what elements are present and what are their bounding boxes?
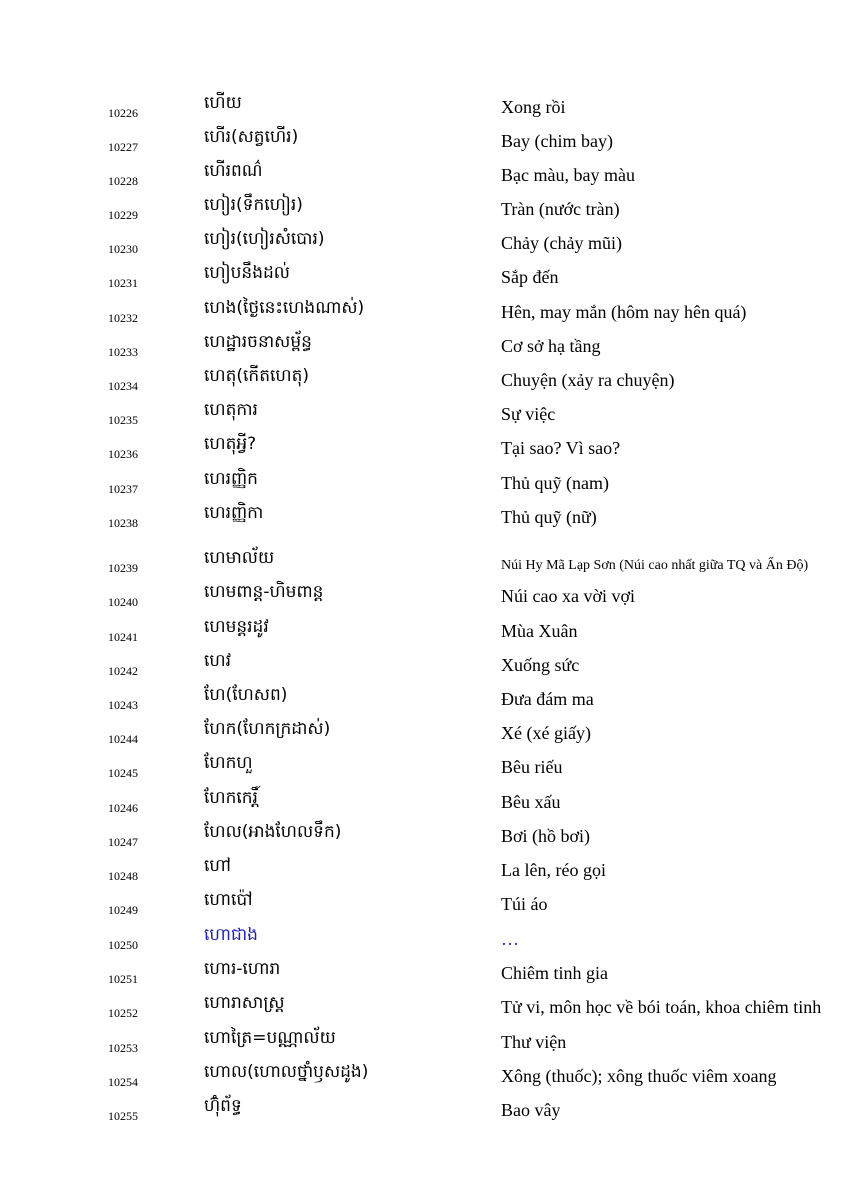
entry-row [0, 262, 848, 296]
entry-row [0, 787, 848, 821]
khmer-term: ហៀរ(ទឹកហៀរ) [204, 195, 303, 215]
khmer-term: ហេតុការ [204, 400, 258, 420]
entry-number: 10231 [108, 276, 138, 290]
entry-number: 10238 [108, 516, 138, 530]
entry-row [0, 1027, 848, 1061]
vietnamese-translation: Xong rồi [501, 97, 566, 117]
entry-row [0, 194, 848, 228]
entry-row [0, 126, 848, 160]
entry-row [0, 650, 848, 684]
entry-number: 10228 [108, 174, 138, 188]
khmer-term: ហោរាសាស្ត្រ [204, 993, 285, 1013]
entry-row [0, 889, 848, 923]
khmer-term: ហេមពាន្ត-ហិមពាន្ត [204, 582, 324, 602]
khmer-term: ហ៊ុំព័ទ្ធ [204, 1096, 242, 1116]
entry-row [0, 433, 848, 467]
khmer-term: ហោរ-ហោរា [204, 959, 281, 979]
khmer-term: ហោល(ហោលថ្នាំឫសដូង) [204, 1062, 369, 1082]
entry-number: 10234 [108, 379, 138, 393]
khmer-term: ហេមន្តរដូវ [204, 617, 269, 637]
khmer-term: ហេង(ថ្ងៃនេះហេងណាស់) [204, 298, 365, 318]
entry-row [0, 331, 848, 365]
vietnamese-translation: Bêu riếu [501, 757, 563, 777]
vietnamese-translation: Núi cao xa vời vợi [501, 586, 636, 606]
entry-row [0, 684, 848, 718]
entry-number: 10229 [108, 208, 138, 222]
khmer-term: ហើរពណ៌ [204, 161, 263, 181]
entry-row [0, 752, 848, 786]
khmer-term: ហែ(ហែសព) [204, 685, 288, 705]
entry-number: 10255 [108, 1109, 138, 1123]
entry-number: 10227 [108, 140, 138, 154]
entry-number: 10249 [108, 903, 138, 917]
entry-number: 10252 [108, 1006, 138, 1020]
vietnamese-translation: Hên, may mắn (hôm nay hên quá) [501, 302, 747, 322]
entry-number: 10250 [108, 938, 138, 952]
vietnamese-translation: Bạc màu, bay màu [501, 165, 635, 185]
entry-row [0, 92, 848, 126]
entry-number: 10243 [108, 698, 138, 712]
vietnamese-translation: Sự việc [501, 404, 556, 424]
vietnamese-translation: Tại sao? Vì sao? [501, 438, 621, 458]
entry-number: 10230 [108, 242, 138, 256]
entry-number: 10247 [108, 835, 138, 849]
khmer-term: ហេមាល័យ [204, 548, 275, 568]
vietnamese-translation: Đưa đám ma [501, 689, 594, 709]
entry-number: 10245 [108, 766, 138, 780]
vietnamese-translation: Túi áo [501, 894, 548, 914]
vietnamese-translation: Xuống sức [501, 655, 580, 675]
entry-row [0, 718, 848, 752]
vietnamese-translation: Xông (thuốc); xông thuốc viêm xoang [501, 1066, 777, 1086]
vietnamese-translation: Bay (chim bay) [501, 131, 613, 151]
entry-row [0, 1061, 848, 1095]
vietnamese-translation: Chiêm tinh gia [501, 963, 608, 983]
khmer-term: ហៀបនឹងដល់ [204, 263, 290, 283]
entry-number: 10244 [108, 732, 138, 746]
entry-row [0, 958, 848, 992]
khmer-term: ហេតុ(កើតហេតុ) [204, 366, 309, 386]
vietnamese-translation: Thư viện [501, 1032, 567, 1052]
entry-row [0, 468, 848, 502]
khmer-term: ហោជាង [204, 925, 258, 945]
entry-number: 10239 [108, 561, 138, 575]
khmer-term: ហែល(អាងហែលទឹក) [204, 822, 342, 842]
entry-row [0, 855, 848, 889]
vietnamese-translation: Cơ sở hạ tầng [501, 336, 601, 356]
entry-row [0, 160, 848, 194]
entry-number: 10253 [108, 1041, 138, 1055]
vietnamese-translation: Bao vây [501, 1100, 561, 1120]
vietnamese-translation: Sắp đến [501, 267, 559, 287]
entry-row [0, 1095, 848, 1129]
vietnamese-translation: Thủ quỹ (nam) [501, 473, 609, 493]
khmer-term: ហេវ [204, 651, 231, 671]
khmer-term: ហោត្រៃ=បណ្ណាល័យ [204, 1028, 336, 1048]
vietnamese-translation: Núi Hy Mã Lạp Sơn (Núi cao nhất giữa TQ và Ấn Độ) [501, 558, 809, 573]
khmer-term: ហែកហួ [204, 753, 253, 773]
vietnamese-translation: Thủ quỹ (nữ) [501, 507, 597, 527]
vietnamese-translation: Tử vi, môn học về bói toán, khoa chiêm tinh [501, 997, 822, 1017]
entry-number: 10232 [108, 311, 138, 325]
vietnamese-translation: Tràn (nước tràn) [501, 199, 620, 219]
khmer-term: ហោប៉ៅ [204, 890, 253, 910]
khmer-term: ហែកកេរ្តិ៍ [204, 788, 258, 808]
khmer-term: ហេរញ្ញិកា [204, 503, 264, 523]
entry-number: 10254 [108, 1075, 138, 1089]
entry-row [0, 399, 848, 433]
entry-number: 10236 [108, 447, 138, 461]
khmer-term: ហេតុអ្វី? [204, 434, 257, 454]
vietnamese-translation: Bơi (hồ bơi) [501, 826, 591, 846]
khmer-term: ហេរញ្ញិក [204, 469, 258, 489]
entry-row [0, 547, 848, 581]
entry-number: 10233 [108, 345, 138, 359]
khmer-term: ហែក(ហែកក្រដាស់) [204, 719, 331, 739]
entry-number: 10237 [108, 482, 138, 496]
vietnamese-translation: Mùa Xuân [501, 621, 578, 641]
entry-row [0, 365, 848, 399]
entry-row [0, 581, 848, 615]
khmer-term: ហើរ(សត្វហើរ) [204, 127, 299, 147]
entry-number: 10248 [108, 869, 138, 883]
entry-number: 10242 [108, 664, 138, 678]
entry-number: 10226 [108, 106, 138, 120]
vietnamese-translation: Chảy (chảy mũi) [501, 233, 622, 253]
entry-number: 10246 [108, 801, 138, 815]
vietnamese-translation: Bêu xấu [501, 792, 561, 812]
entry-row [0, 821, 848, 855]
khmer-term: ហៅ [204, 856, 231, 876]
entry-number: 10251 [108, 972, 138, 986]
entry-row [0, 502, 848, 536]
entry-row [0, 228, 848, 262]
entry-number: 10241 [108, 630, 138, 644]
vietnamese-translation: Chuyện (xảy ra chuyện) [501, 370, 675, 390]
khmer-term: ហើយ [204, 93, 242, 113]
vietnamese-translation: La lên, réo gọi [501, 860, 606, 880]
entry-number: 10240 [108, 595, 138, 609]
entry-row [0, 992, 848, 1026]
vietnamese-translation: Xé (xé giấy) [501, 723, 591, 743]
khmer-term: ហេដ្ឋារចនាសម្ព័ន្ធ [204, 332, 312, 352]
entry-row [0, 297, 848, 331]
entry-row [0, 616, 848, 650]
entry-row-highlighted [0, 924, 848, 958]
entry-number: 10235 [108, 413, 138, 427]
vietnamese-translation: … [501, 929, 519, 949]
khmer-term: ហៀរ(ហៀរសំបោរ) [204, 229, 325, 249]
